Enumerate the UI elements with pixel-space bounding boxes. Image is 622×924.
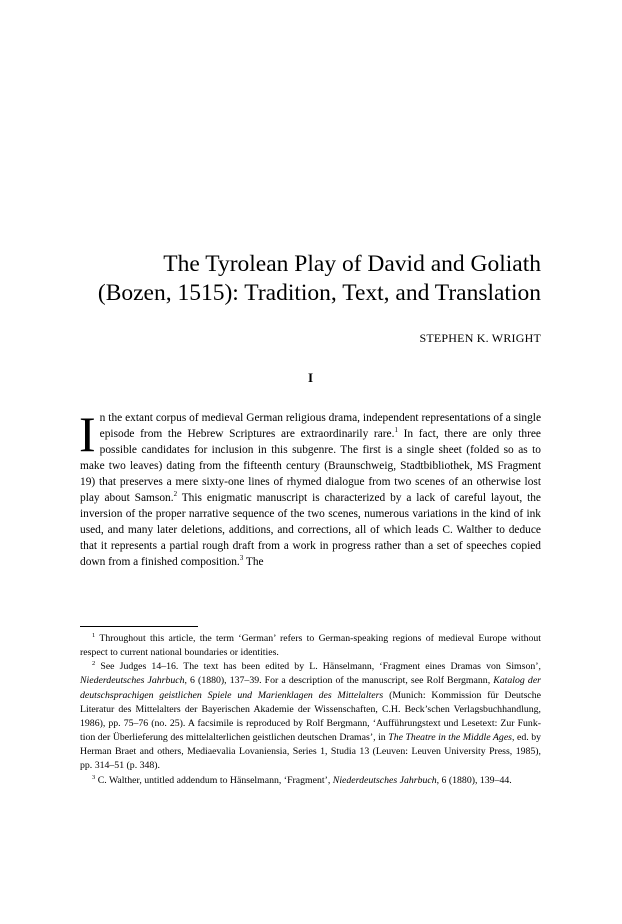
- footnote-text: (Munich: Kommission für Deutsche Literatur des Mittelalters der Bayerischen Akademie der Wissenschaften, C.H. Beck’schen Verlagsbuchhandlung, 1986), pp. 75–76 (no. 25). A facsimile is reproduced by Rolf Bergmann, ‘Aufführungstext und Lesetext: Zur Funk-tion der Überlieferung des mittelalterlichen geistlichen deutschen Dramas’, in: [80, 689, 541, 744]
- footnote-ref-2[interactable]: 2: [173, 490, 178, 499]
- article-title-line-2: (Bozen, 1515): Tradition, Text, and Translation: [97, 280, 541, 306]
- footnote-2: [80, 660, 541, 773]
- footnote-text: See Judges 14–16. The text has been edited by L. Hänselmann, ‘Fragment eines Dramas von Simson’,: [95, 661, 541, 673]
- author-name: STEPHEN K. WRIGHT: [419, 331, 541, 345]
- body-paragraph: [79, 406, 541, 570]
- body-text-part-1: n the extant corpus of medieval German religious drama, independent representations of a single episode from the Hebrew Scriptures are extraordinarily rare.: [99, 412, 541, 441]
- footnote-text: , 6 (1880), 137–39. For a description of the manuscript, see Rolf Bergmann,: [184, 675, 494, 687]
- footnote-1: [80, 632, 541, 660]
- footnote-ref-1[interactable]: 1: [394, 426, 398, 435]
- footnote-text: Throughout this article, the term ‘German’ refers to German-speaking regions of medieval Europe without respect to current national boundaries or identities.: [80, 633, 541, 659]
- footnote-italic-title: Niederdeutsches Jahrbuch: [332, 774, 437, 786]
- footnotes: [80, 632, 541, 788]
- footnote-mark: 1: [92, 632, 96, 639]
- footnote-text: , 6 (1880), 139–44.: [436, 774, 512, 786]
- footnote-mark: 3: [92, 773, 96, 781]
- footnote-text: , ed. by Herman Braet and others, Mediaevalia Lovaniensia, Series 1, Studia 13 (Leuven: Leuven University Press, 1985), pp. 314–51 (p. 348).: [80, 732, 542, 772]
- drop-cap: I: [79, 406, 96, 462]
- footnote-italic-title: Katalog der deutschsprachigen geistlichen Spiele und Marienklagen des Mittelalters: [80, 675, 541, 701]
- body-text-part-3: This enigmatic manuscript is characterized by a lack of careful layout, the inversion of the proper narrative sequence of the two scenes, numerous variations in the kind of ink used, and many later deletions, additions, and corrections, all of which leads C. Walther to deduce that it represents a partial rough draft from a work in progress rather than a set of speeches copied down from a finished composition.: [80, 492, 541, 569]
- footnote-3: [80, 774, 541, 788]
- article-title-line-1: The Tyrolean Play of David and Goliath: [163, 251, 541, 277]
- footnote-italic-title: The Theatre in the Middle Ages: [388, 732, 512, 744]
- article-title: [60, 250, 541, 308]
- footnote-divider: [80, 626, 198, 627]
- section-heading: I: [307, 370, 314, 385]
- footnote-text: C. Walther, untitled addendum to Hänselmann, ‘Fragment’,: [95, 774, 333, 786]
- body-text-part-4: The: [243, 556, 264, 569]
- footnote-italic-title: Niederdeutsches Jahrbuch: [80, 675, 185, 687]
- footnote-ref-3[interactable]: 3: [239, 554, 244, 563]
- footnote-mark: 2: [92, 660, 96, 668]
- body-text-part-2: In fact, there are only three possible candidates for inclusion in this subgenre. The first is a single sheet (folded so as to make two leaves) dating from the fifteenth century (Braunschweig, Stadtbibliothek, MS Fragment 19) that preserves a mere sixty-one lines of rhymed dialogue from two scenes of an otherwise lost play about Samson.: [80, 428, 541, 505]
